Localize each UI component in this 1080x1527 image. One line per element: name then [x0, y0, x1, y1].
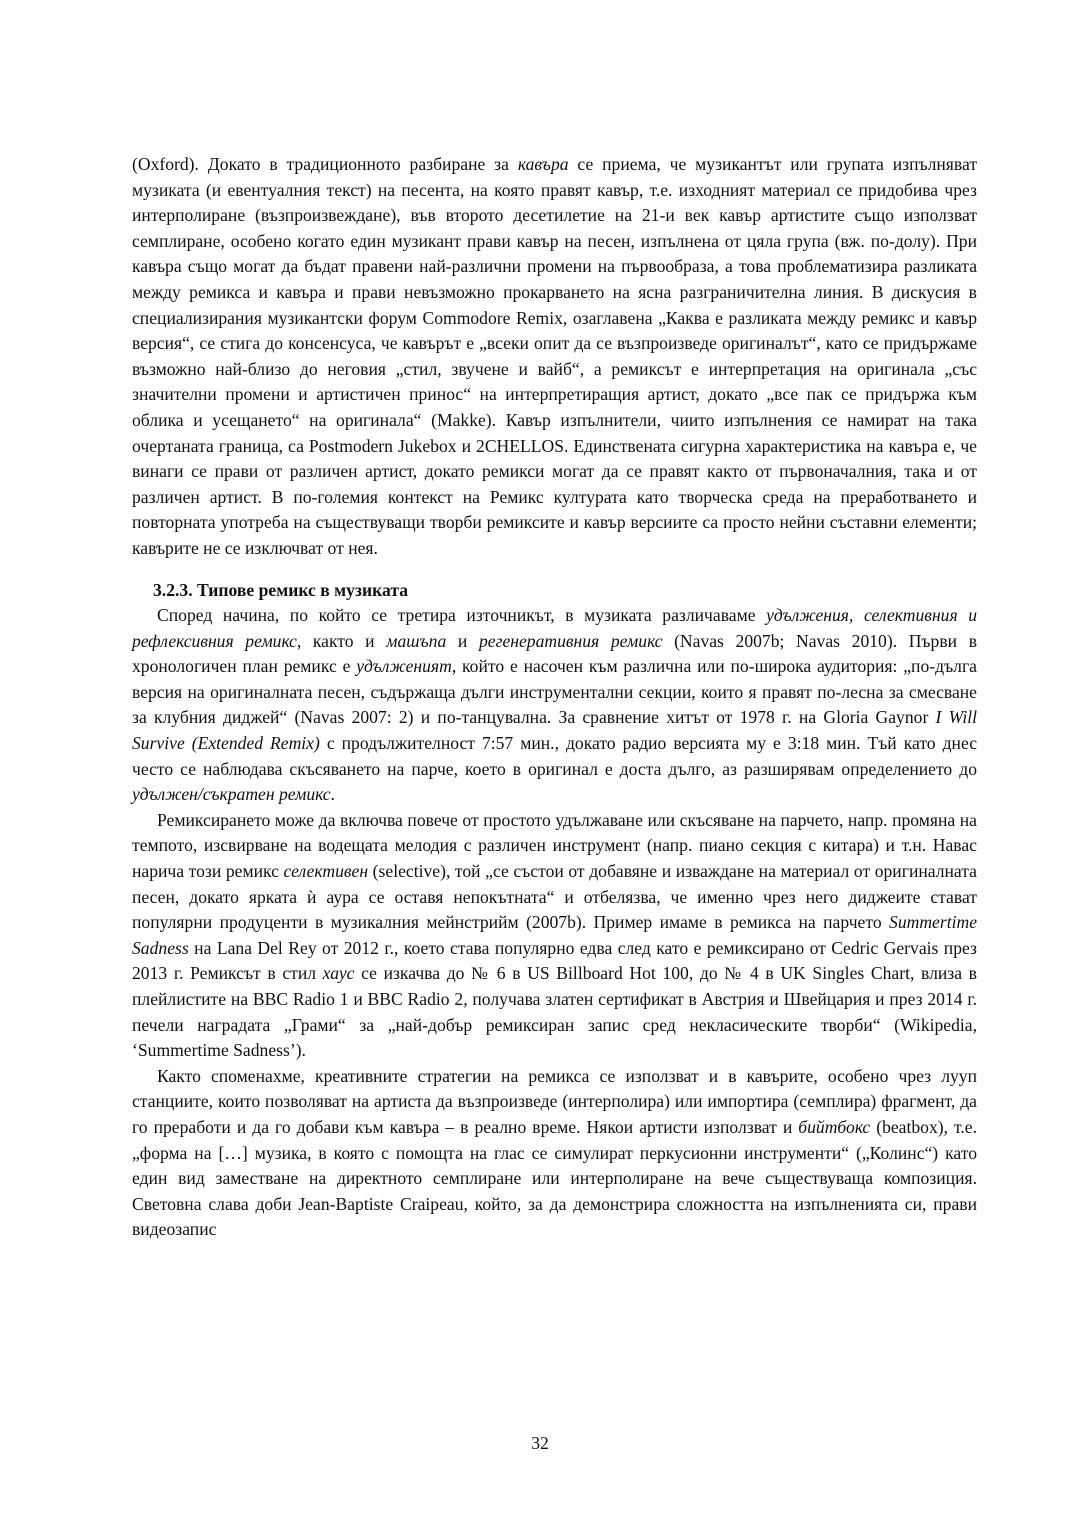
- italic-term: удължен/съкратен ремикс: [132, 784, 331, 805]
- text-run: се приема, че музикантът или групата изпълняват музиката (и евентуалния текст) на песента, на която правят кавър, т.е. изходният материал се придобива чрез интерполиране (възпроизвеждане), във второто десетилетие на 21-и век кавър артистите също използват семплиране, особено когато един музикант прави кавър на песен, изпълнена от цяла група (вж. по-долу). При кавъра също могат да бъдат правени най-различни промени на първообраза, а това проблематизира разликата между ремикса и кавъра и прави невъзможно прокарването на ясна разграничителна линия. В дискусия в специализирания музикантски форум Commodore Remix, озаглавена „Каква е разликата между ремикс и кавър версия“, се стига до консенсуса, че кавърът е „всеки опит да се възпроизведе оригиналът“, като се придържаме възможно най-близо до неговия „стил, звучене и вайб“, а ремиксът е интерпретация на оригинала „със значителни промени и артистичен принос“ на интерпретиращия артист, докато „все пак се придържа към облика и усещането“ на оригинала“ (Makke). Кавър изпълнители, чиито изпълнения се намират на така очертаната граница, са Postmodern Jukebox и 2CHELLOS. Единствената сигурна характеристика на кавъра е, че винаги се прави от различен артист, докато ремикси могат да се правят както от първоначалния, така и от различен артист. В по-големия контекст на Ремикс културата като творческа среда на преработването и повторната употреба на съществуващи творби ремиксите и кавър версиите са просто нейни съставни елементи; кавърите не се изключват от нея.: [132, 154, 978, 558]
- text-run: с продължителност 7:57 мин., докато радио версията му е 3:18 мин. Тъй като днес често се наблюдава скъсяването на парче, което в оригинал е доста дълго, аз разширявам определението до: [132, 733, 978, 779]
- text-run: Според начина, по който се третира източникът, в музиката различаваме: [157, 605, 767, 626]
- italic-term: удълженият: [356, 656, 452, 677]
- italic-title: I Will Survive (Extended Remix): [132, 707, 977, 754]
- text-run: (Navas 2007b; Navas 2010). Първи в хронологичен план ремикс е: [132, 630, 977, 677]
- text-run: , както и: [296, 630, 387, 651]
- text-run: на Lana Del Rey от 2012 г., което става популярно едва след като е ремиксирано от Cedric Gervais през 2013 г. Ремиксът в стил: [132, 937, 977, 984]
- text-run: Както споменахме, креативните стратегии на ремикса се използват и в кавърите, особено чрез лууп станциите, които позволяват на артиста да възпроизведе (интерполира) или импортира (семплира) фрагмент, да го преработи и да го добави към кавъра – в реално време. Някои артисти използват и: [132, 1065, 977, 1137]
- body-text: [132, 152, 977, 1243]
- page-number: 32: [531, 1433, 549, 1453]
- text-run: , който е насочен към различна или по-широка аудитория: „по-дълга версия на оригиналната песен, съдържаща дълги инструментални секции, които я правят по-лесна за смесване за клубния диджей“ (Navas 2007: 2) и по-танцувална. За сравнение хитът от 1978 г. на Gloria Gaynor: [132, 656, 977, 728]
- italic-term: хаус: [322, 963, 355, 984]
- italic-term: кавъра: [517, 154, 569, 174]
- paragraph-cover-strategies: [132, 1064, 977, 1243]
- text-run: (selective), той „се състои от добавяне и изваждане на материал от оригиналната песен, докато ярката ѝ аура се оставя непокътната“ и отбелязва, че именно чрез него диджеите стават популярни продуценти в музикалния мейнстрийм (2007b). Пример имаме в ремикса на парчето: [132, 861, 977, 933]
- italic-term: машъпа: [386, 630, 447, 651]
- italic-term: селективен: [283, 861, 369, 882]
- text-run: .: [330, 784, 335, 805]
- text-run: се изкачва до № 6 в US Billboard Hot 100, до № 4 в UK Singles Chart, влиза в плейлистите на BBC Radio 1 и BBC Radio 2, получава златен сертификат в Австрия и Швейцария и през 2014 г. печели наградата „Грами“ за „най-добър ремиксиран запис сред некласическите творби“ (Wikipedia, ‘Summertime Sadness’).: [132, 963, 977, 1061]
- paragraph-selective-remix: [132, 808, 977, 1064]
- text-run: и: [446, 630, 479, 651]
- intro-paragraph: [132, 152, 977, 562]
- paragraph-remix-types: [132, 603, 977, 808]
- italic-term: регенеративния ремикс: [478, 630, 663, 651]
- text-run: Ремиксирането може да включва повече от простото удължаване или скъсяване на парчето, напр. промяна на темпото, изсвирване на водещата мелодия с различен инструмент (напр. пиано секция с китара) и т.н. Навас нарича този ремикс: [132, 809, 977, 882]
- italic-term: бийтбокс: [798, 1116, 871, 1137]
- italic-term: удължения, селективния и рефлексивния ремикс: [132, 605, 978, 651]
- italic-title: Summertime Sadness: [132, 912, 977, 958]
- text-run: (Oxford). Докато в традиционното разбиране за: [132, 154, 518, 174]
- section-heading: 3.2.3. Типове ремикс в музиката: [153, 579, 408, 600]
- text-run: (beatbox), т.е. „форма на […] музика, в която с помощта на глас се симулират перкусионни инструменти“ („Колинс“) като един вид заместване на директното семплиране или интерполиране на вече съществуваща композиция. Световна слава доби Jean-Baptiste Craipeau, който, за да демонстрира сложността на изпълненията си, прави видеозапис: [132, 1116, 978, 1240]
